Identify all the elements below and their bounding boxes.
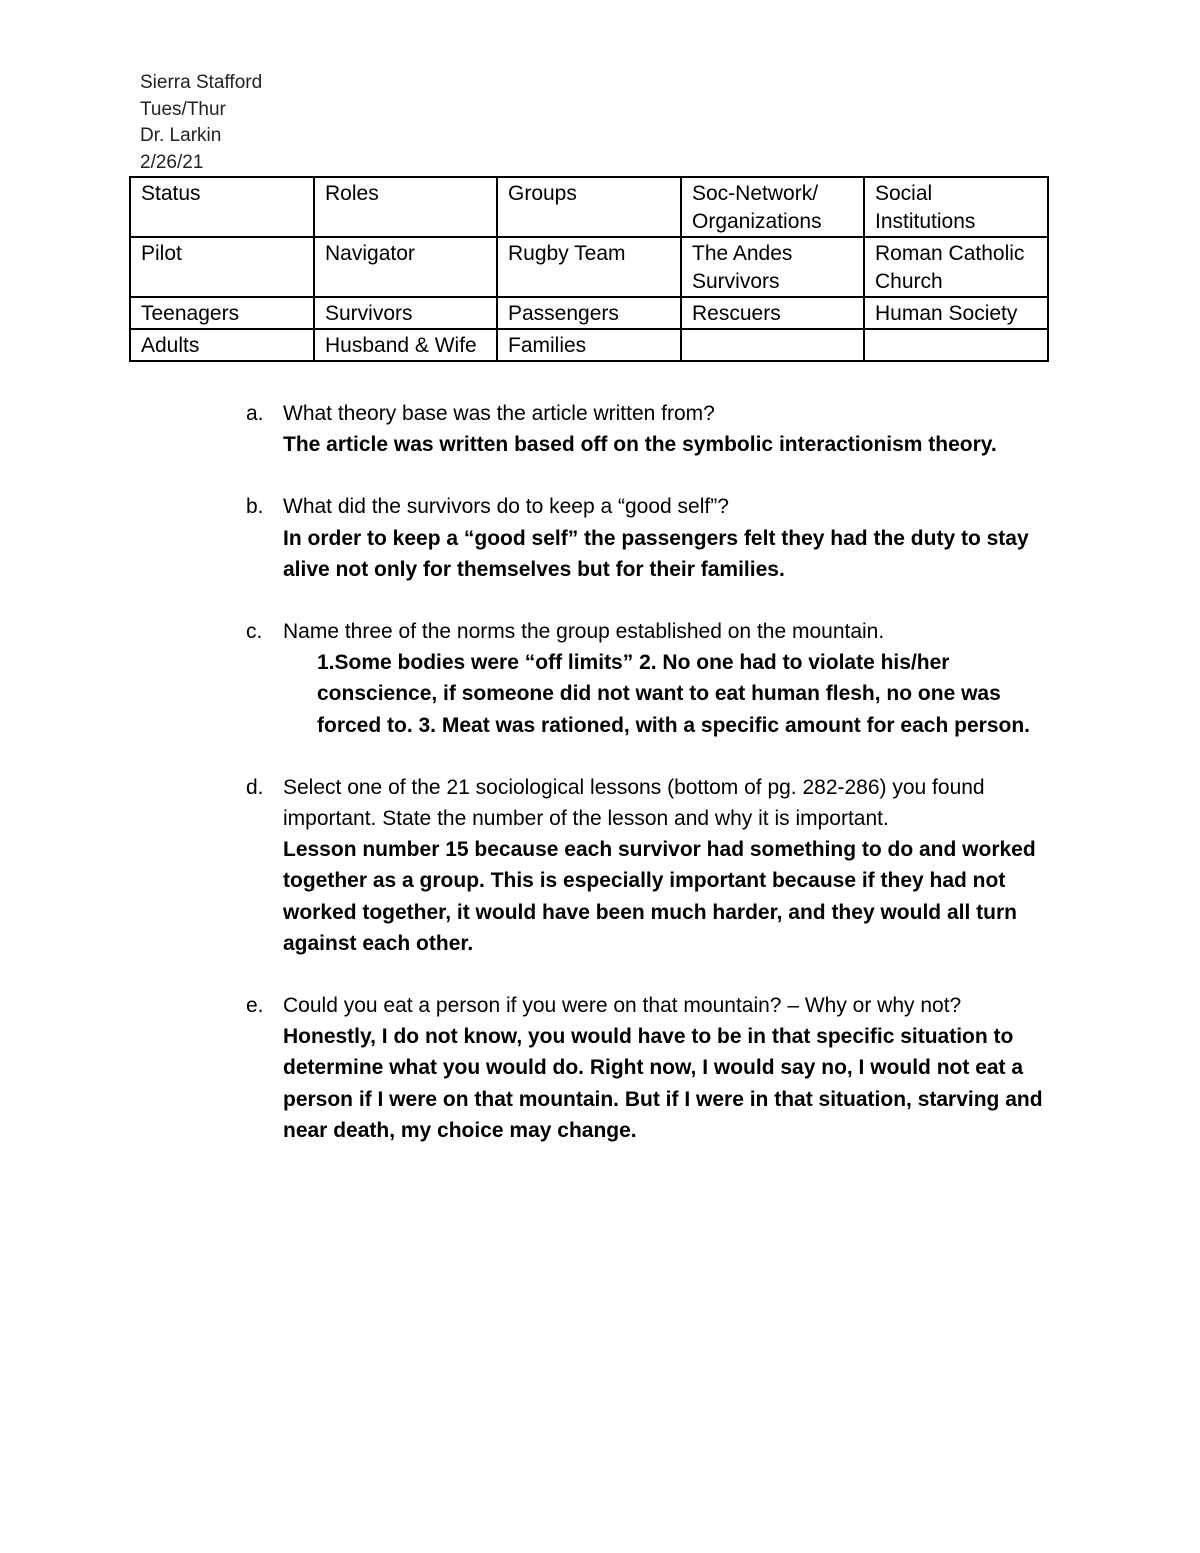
student-name: Sierra Stafford [140, 72, 263, 93]
table-cell: Roman Catholic Church [864, 237, 1048, 297]
table-cell: Families [497, 329, 681, 361]
document-header [140, 70, 262, 176]
question-text: What theory base was the article written from? [283, 402, 715, 425]
question-letter: d. [246, 775, 264, 799]
table-cell: Survivors [314, 297, 497, 329]
table-cell: Pilot [130, 237, 314, 297]
question-body [283, 990, 1066, 1146]
table-row [130, 237, 1048, 297]
table-cell: Rugby Team [497, 237, 681, 297]
sociology-concepts-table [129, 176, 1049, 362]
table-cell: Rescuers [681, 297, 864, 329]
table-cell: Passengers [497, 297, 681, 329]
question-item-a [246, 398, 1066, 460]
document-date: 2/26/21 [140, 151, 204, 173]
table-cell: Human Society [864, 297, 1048, 329]
table-header-row [130, 177, 1048, 237]
table-row [130, 329, 1048, 361]
question-text: Select one of the 21 sociological lessons (bottom of pg. 282-286) you found important. State the number of the lesson and why it is important. [283, 775, 985, 831]
table-row [130, 297, 1048, 329]
class-days: Tues/Thur [140, 98, 226, 120]
table-cell: Adults [130, 329, 314, 361]
question-letter: e. [246, 994, 264, 1018]
question-item-d [246, 772, 1066, 959]
question-letter: b. [246, 495, 264, 519]
question-letter: a. [246, 402, 264, 425]
table-cell: The Andes Survivors [681, 237, 864, 297]
question-text: Name three of the norms the group established on the mountain. [283, 620, 885, 644]
table-cell: Navigator [314, 237, 497, 297]
question-letter: c. [246, 620, 263, 644]
answer-text: Honestly, I do not know, you would have to be in that specific situation to determine what you would do. Right now, I would say no, I would not eat a person if I were on that mountain. But if I were in that situation, starving and near death, my choice may change. [283, 1025, 1043, 1142]
question-text: Could you eat a person if you were on that mountain? – Why or why not? [283, 994, 962, 1018]
table-cell: Roles [314, 177, 497, 237]
table-cell: Husband & Wife [314, 329, 497, 361]
question-body [283, 772, 1066, 959]
question-body [283, 616, 1066, 741]
table-cell: Status [130, 177, 314, 237]
table-cell: Social Institutions [864, 177, 1048, 237]
question-text: What did the survivors do to keep a “good self”? [283, 495, 729, 519]
table-cell: Soc-Network/ Organizations [681, 177, 864, 237]
answer-text: The article was written based off on the symbolic interactionism theory. [283, 433, 997, 457]
instructor-name: Dr. Larkin [140, 125, 222, 146]
question-body [283, 398, 1066, 460]
answer-text: In order to keep a “good self” the passengers felt they had the duty to stay alive not only for themselves but for their families. [283, 526, 1029, 581]
table-cell [864, 329, 1048, 361]
table-cell: Groups [497, 177, 681, 237]
answer-text: Lesson number 15 because each survivor had something to do and worked together as a group. This is especially important because if they had not worked together, it would have been much harder, and they would all turn against each other. [283, 838, 1036, 955]
question-item-c [246, 616, 1066, 741]
question-body [283, 491, 1066, 585]
table-cell: Teenagers [130, 297, 314, 329]
question-list [246, 398, 1066, 1177]
question-item-e [246, 990, 1066, 1146]
answer-text: 1.Some bodies were “off limits” 2. No one had to violate his/her conscience, if someone did not want to eat human flesh, no one was forced to. 3. Meat was rationed, with a specific amount for each person. [317, 651, 1030, 737]
table-cell [681, 329, 864, 361]
question-item-b [246, 491, 1066, 585]
